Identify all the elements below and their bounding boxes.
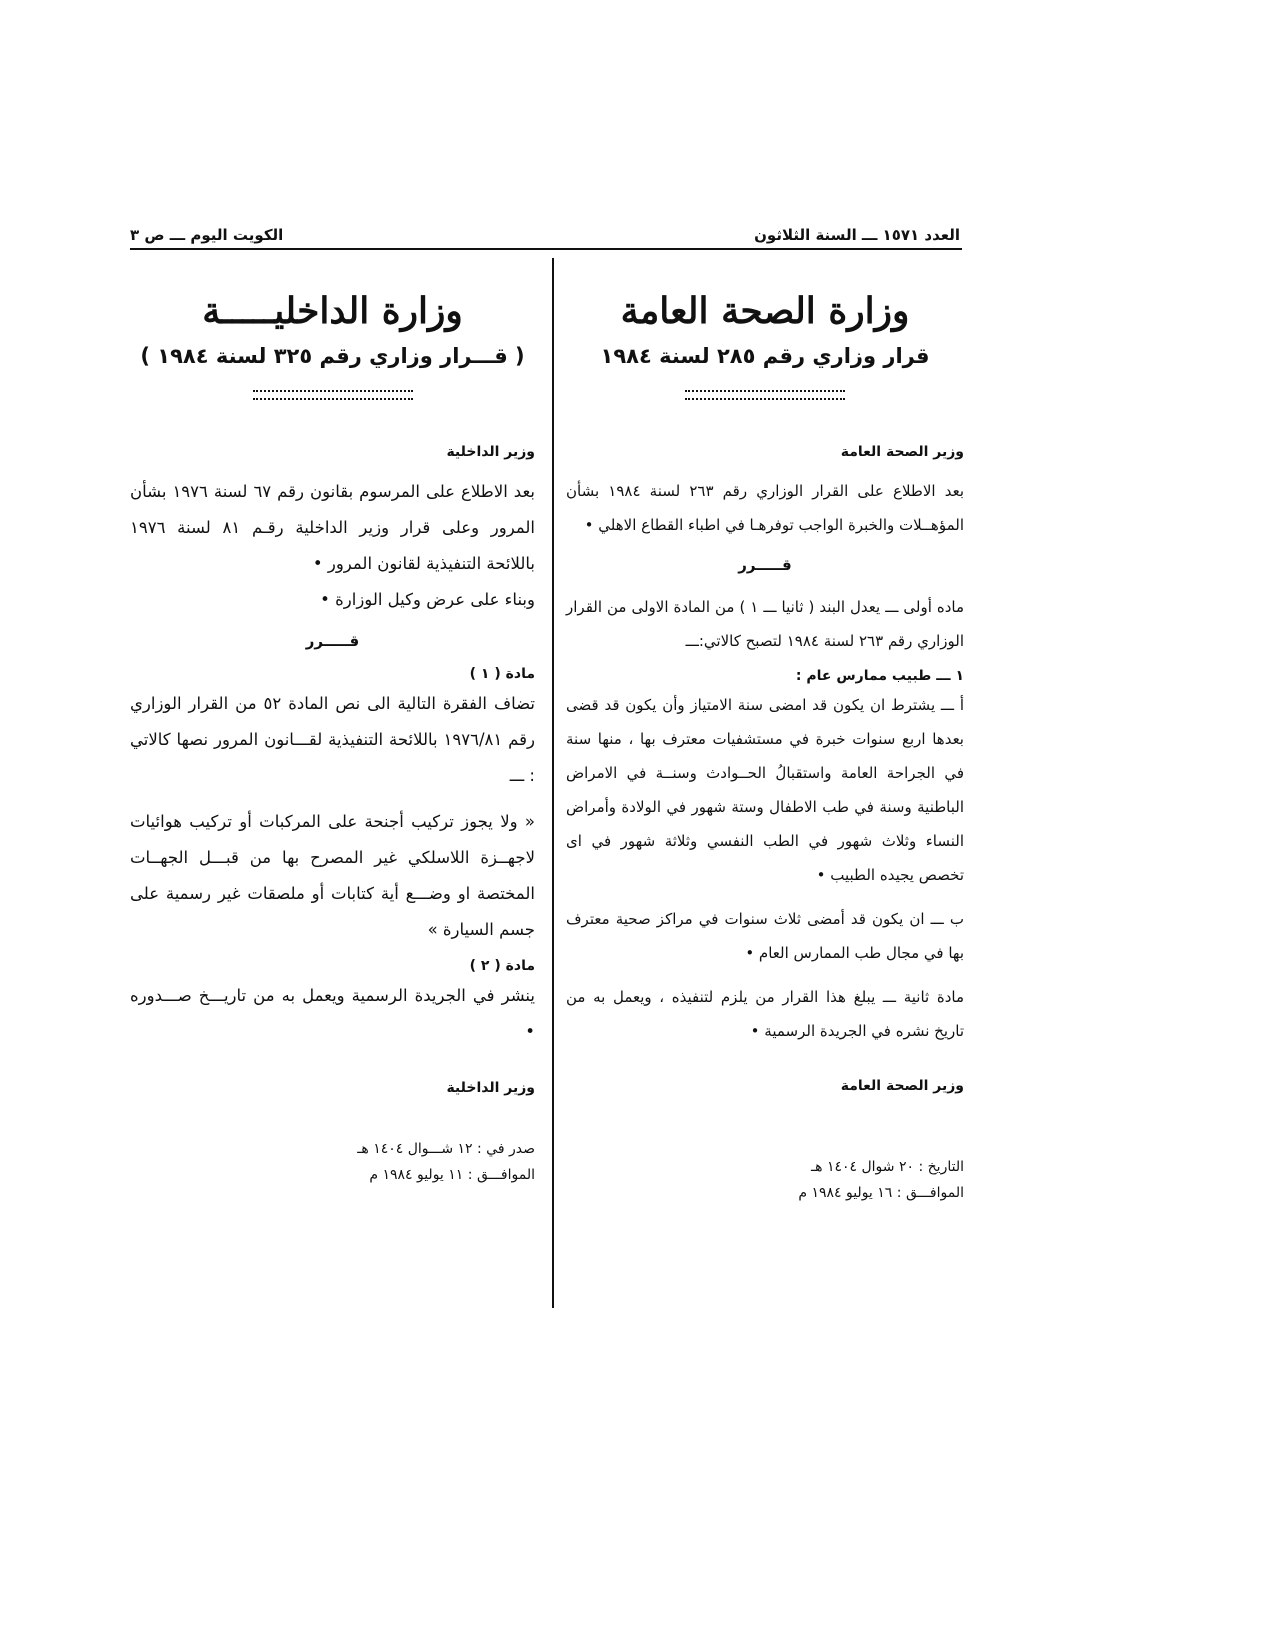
date-gregorian: الموافـــق : ١١ يوليو ١٩٨٤ م [369,1167,535,1183]
article-two: مادة ثانية ـــ يبلغ هذا القرار من يلزم لتنفيذه ، ويعمل به من تاريخ نشره في الجريدة الرسمية • [566,988,964,1040]
article-one: تضاف الفقرة التالية الى نص المادة ٥٢ من القرار الوزاري رقم ١٩٧٦/٨١ باللائحة التنفيذية لقـــانون المرور نصها كالاتي : ـــ [130,694,535,785]
issue-number: العدد ١٥٧١ ـــ السنة الثلاثون [754,226,960,244]
health-ministry-column [566,290,964,1206]
decree-title: ( قـــرار وزاري رقم ٣٢٥ لسنة ١٩٨٤ ) [140,344,525,368]
interior-ministry-column [130,290,535,1188]
date-gregorian: الموافـــق : ١٦ يوليو ١٩٨٤ م [798,1185,964,1201]
ministry-title: وزارة الداخليـــــة [202,290,463,332]
header-rule [130,248,962,250]
minister-heading: وزير الداخلية [446,444,535,460]
minister-heading: وزير الصحة العامة [840,444,964,460]
signature: وزير الداخلية [446,1080,535,1096]
decree-title: قرار وزاري رقم ٢٨٥ لسنة ١٩٨٤ [600,344,930,368]
decides-heading: قـــــرر [738,556,792,574]
decides-heading: قـــــرر [305,632,360,650]
article-one-heading: مادة ( ١ ) [469,666,535,682]
article-two: ينشر في الجريدة الرسمية ويعمل به من تاريـــخ صـــدوره • [130,986,535,1041]
date-hijri: صدر في : ١٢ شـــوال ١٤٠٤ هـ [357,1141,535,1157]
preamble: بعد الاطلاع على المرسوم بقانون رقم ٦٧ لسنة ١٩٧٦ بشأن المرور وعلى قرار وزير الداخلية رقـم ٨١ لسنة ١٩٧٦ باللائحة التنفيذية لقانون المرور • [130,482,536,573]
item-one-a: أ ـــ يشترط ان يكون قد امضى سنة الامتياز وأن يكون قد قضى بعدها اربع سنوات خبرة في مستشفيات معترف بها ، منها سنة في الجراحة العامة واستقبالُ الحــوادث وسنــة في الامراض الباطنية وسنة في طب الاطفال وستة شهور في الولادة وأمراض النساء وثلاث شهور في الطب النفسي وثلاثة شهور في اى تخصص يجيده الطبيب • [566,696,964,884]
ornament-divider [253,390,413,400]
article-two-heading: مادة ( ٢ ) [469,958,535,974]
item-one-heading: ١ ـــ طبيب ممارس عام : [795,668,964,684]
preamble: بعد الاطلاع على القرار الوزاري رقم ٢٦٣ لسنة ١٩٨٤ بشأن المؤهــلات والخبرة الواجب توفرهـا في اطباء القطاع الاهلي • [566,482,964,534]
column-divider [552,258,554,1308]
date-block [130,1136,535,1188]
item-one-b: ب ـــ ان يكون قد أمضى ثلاث سنوات في مراكز صحية معترف بها في مجال طب الممارس العام • [566,910,964,962]
article-one: ماده أولى ـــ يعدل البند ( ثانيا ـــ ١ ) من المادة الاولى من القرار الوزاري رقم ٢٦٣ لسنة ١٩٨٤ لتصبح كالاتي:ـــ [566,598,965,650]
date-hijri: التاريخ : ٢٠ شوال ١٤٠٤ هـ [811,1159,964,1175]
newspaper-page: الكويت اليوم ـــ ص ٣ [130,226,284,244]
preamble-continued: وبناء على عرض وكيل الوزارة • [320,590,535,609]
page-header [130,226,960,248]
article-one-quote: « ولا يجوز تركيب أجنحة على المركبات أو تركيب هوائيات لاجهــزة اللاسلكي غير المصرح بها من قبـــل الجهــات المختصة او وضـــع أية كتابات أو ملصقات غير رسمية على جسم السيارة » [130,812,535,939]
ministry-title: وزارة الصحة العامة [620,290,910,332]
date-block [566,1154,964,1206]
ornament-divider [685,390,845,400]
signature: وزير الصحة العامة [840,1078,964,1094]
